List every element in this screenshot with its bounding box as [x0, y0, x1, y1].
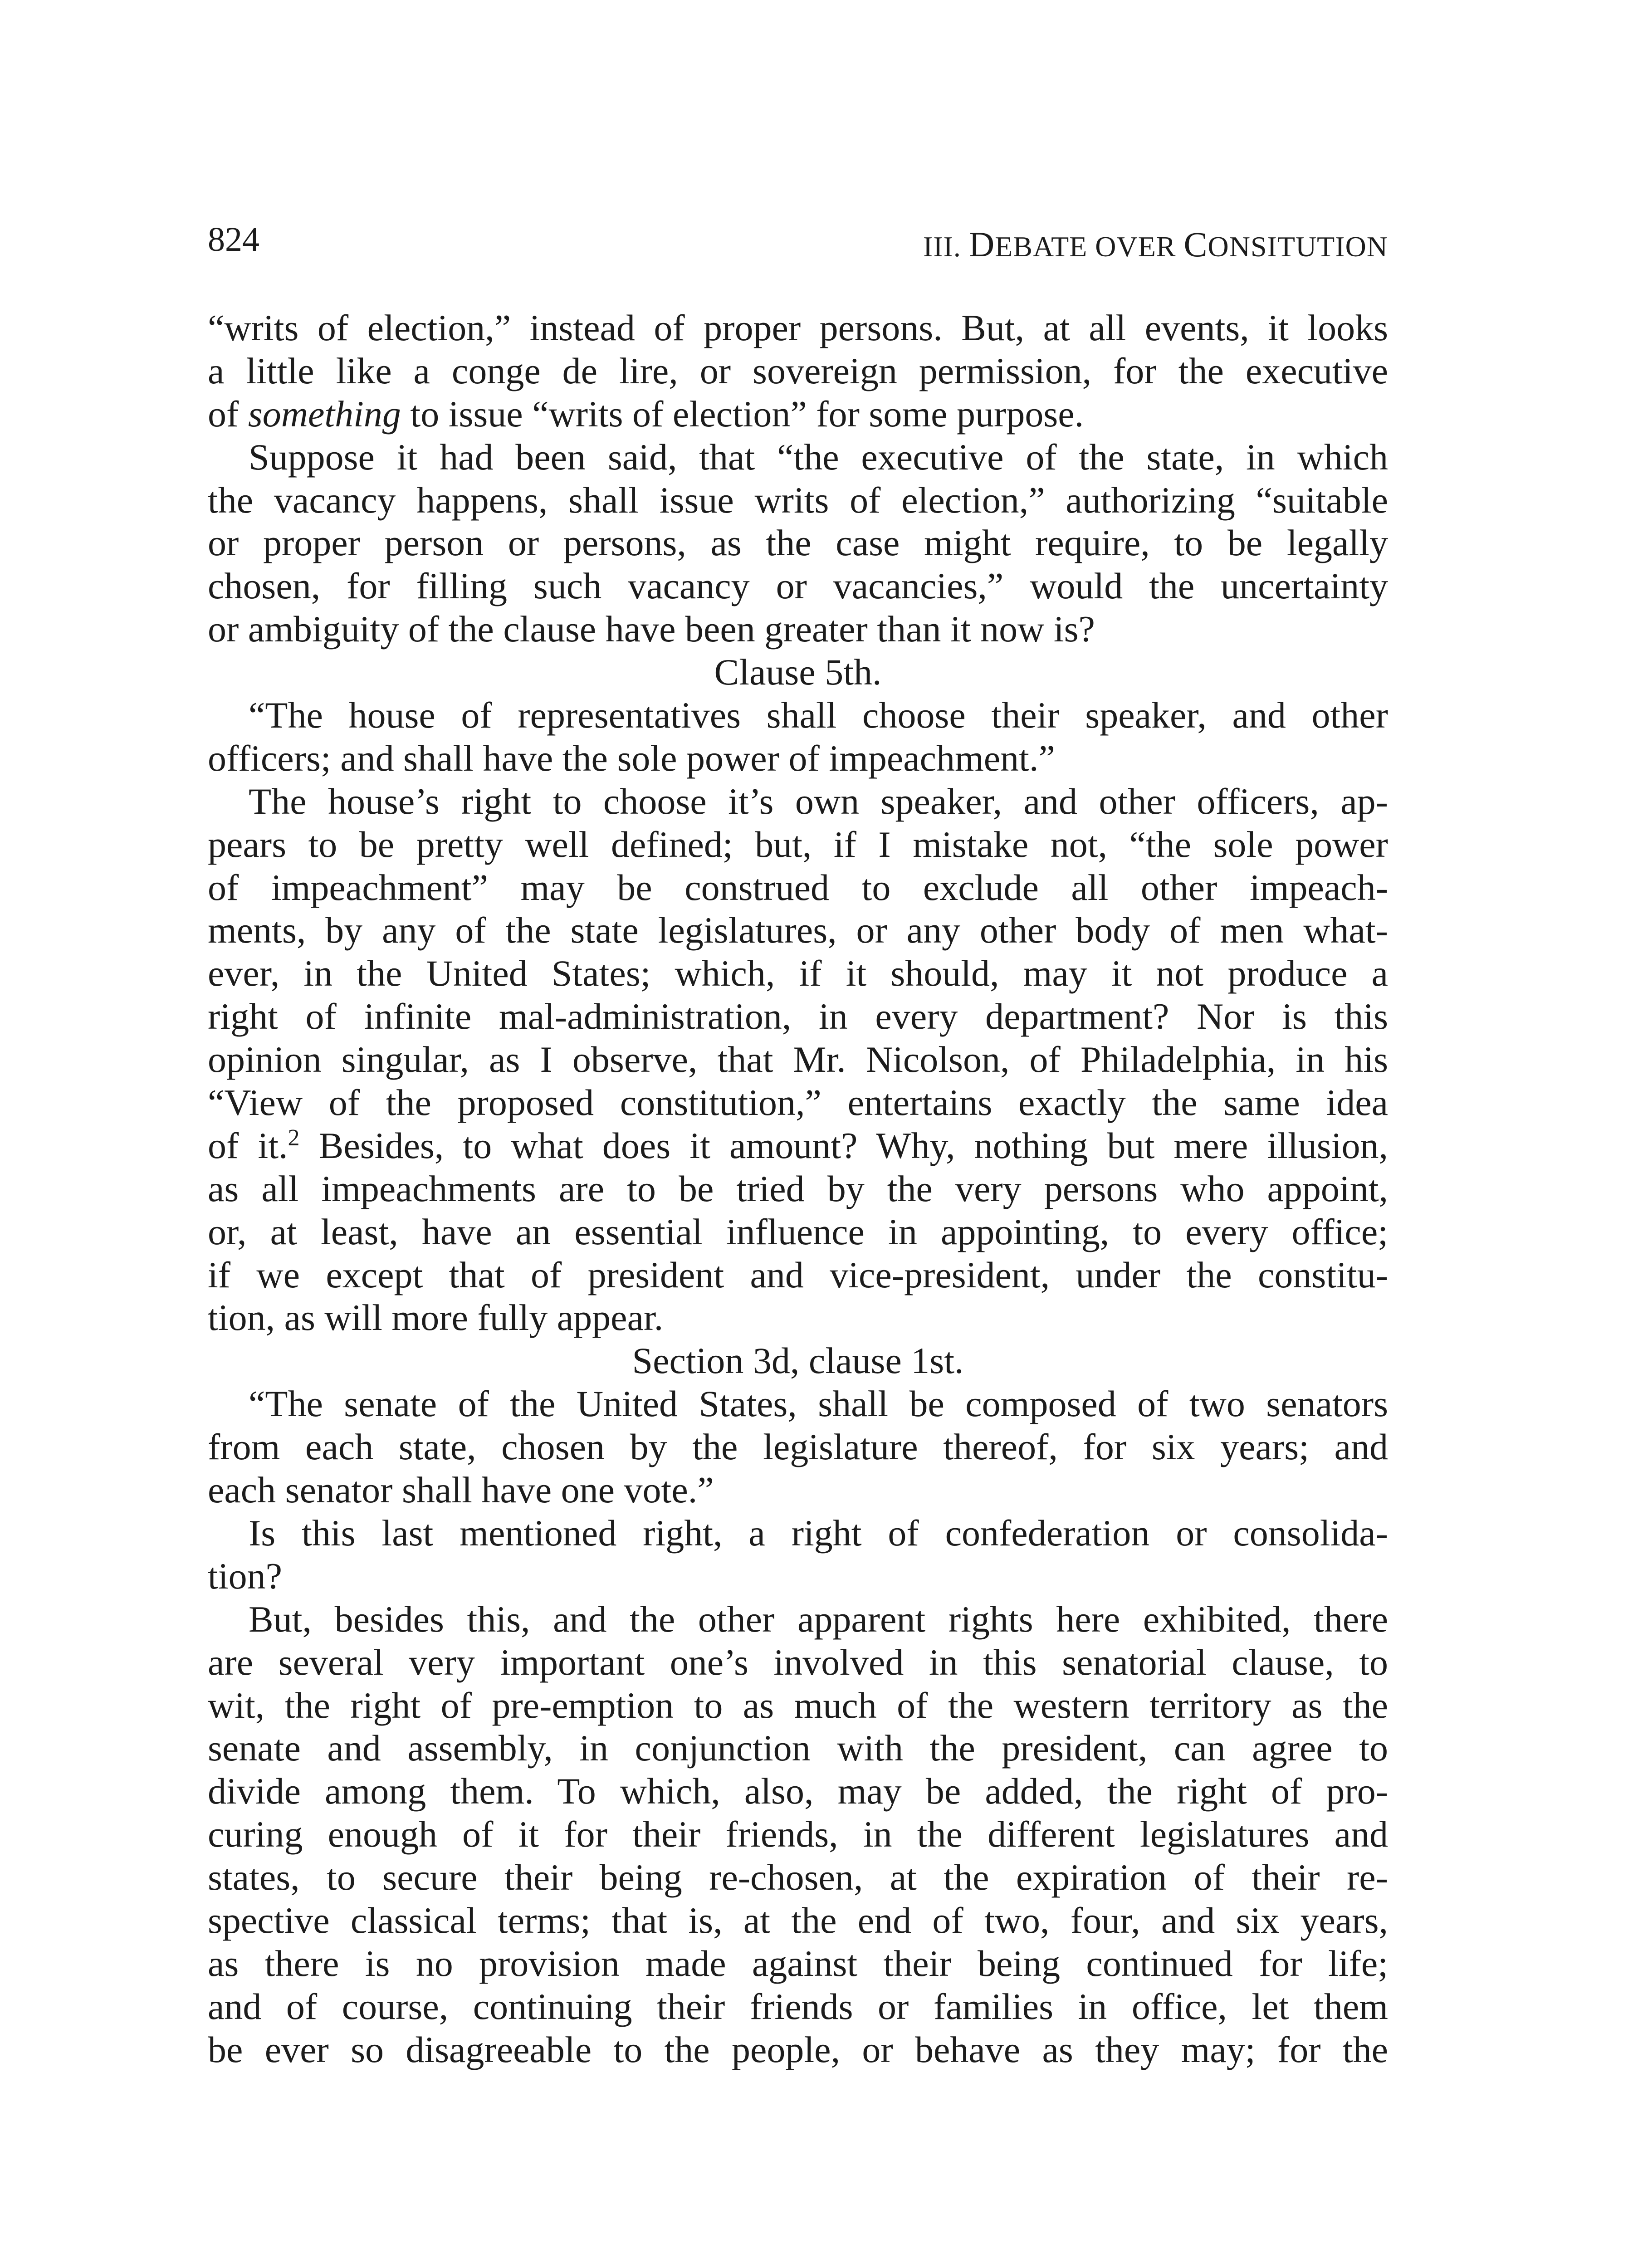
text-line: curing enough of it for their friends, in the different legislatures and: [208, 1813, 1388, 1855]
text-line: as all impeachments are to be tried by the very persons who appoint,: [208, 1168, 1388, 1209]
text-line: chosen, for filling such vacancy or vacancies,” would the uncertainty: [208, 565, 1388, 607]
section-heading-clause-5th: Clause 5th.: [714, 651, 882, 693]
text-line: “The senate of the United States, shall be composed of two senators: [249, 1383, 1388, 1425]
text-line: tion?: [208, 1555, 282, 1597]
page-number: 824: [208, 220, 259, 259]
text-line: “The house of representatives shall choose their speaker, and other: [249, 694, 1388, 736]
body-text: [208, 307, 1388, 2072]
text-line: the vacancy happens, shall issue writs of election,” authorizing “suitable: [208, 479, 1388, 521]
text-line: ments, by any of the state legislatures, or any other body of men what-: [208, 909, 1388, 951]
text-line: of impeachment” may be construed to exclude all other impeach-: [208, 866, 1388, 908]
text-line: senate and assembly, in conjunction with the president, can agree to: [208, 1727, 1388, 1769]
text-line: or, at least, have an essential influence in appointing, to every office;: [208, 1211, 1388, 1252]
text-line: officers; and shall have the sole power of impeachment.”: [208, 737, 1055, 779]
running-head-cap-d: D: [968, 225, 995, 264]
text-run: to issue “writs of election” for some purpose.: [401, 393, 1084, 435]
text-line: or ambiguity of the clause have been greater than it now is?: [208, 608, 1095, 650]
text-line: wit, the right of pre-emption to as much of the western territory as the: [208, 1684, 1388, 1726]
running-head-cap-c: C: [1183, 225, 1208, 264]
text-line: Suppose it had been said, that “the executive of the state, in which: [249, 436, 1388, 478]
text-line: a little like a conge de lire, or sovereign permission, for the executive: [208, 350, 1388, 391]
text-run: of it.: [208, 1124, 288, 1166]
text-line: Is this last mentioned right, a right of confederation or consolida-: [249, 1512, 1388, 1554]
running-head-word-debate-over: EBATE OVER: [995, 230, 1184, 263]
text-line: tion, as will more fully appear.: [208, 1297, 664, 1339]
text-line: or proper person or persons, as the case might require, to be legally: [208, 522, 1388, 564]
text-line: ever, in the United States; which, if it should, may it not produce a: [208, 953, 1388, 994]
text-line: be ever so disagreeable to the people, or behave as they may; for the: [208, 2028, 1388, 2070]
text-line: from each state, chosen by the legislature thereof, for six years; and: [208, 1426, 1388, 1468]
text-line: are several very important one’s involved in this senatorial clause, to: [208, 1641, 1388, 1683]
section-heading-section-3d: Section 3d, clause 1st.: [632, 1340, 964, 1382]
footnote-marker: 2: [288, 1124, 300, 1151]
running-head-roman: III.: [923, 230, 969, 263]
text-line: [208, 1124, 1388, 1168]
text-run: Besides, to what does it amount? Why, nothing but mere illusion,: [299, 1124, 1388, 1166]
text-run: of: [208, 393, 248, 435]
text-line: “View of the proposed constitution,” entertains exactly the same idea: [208, 1082, 1388, 1124]
text-line: divide among them. To which, also, may be added, the right of pro-: [208, 1770, 1388, 1812]
running-head: [923, 227, 1388, 262]
text-line: pears to be pretty well defined; but, if I mistake not, “the sole power: [208, 823, 1388, 865]
text-line: But, besides this, and the other apparent rights here exhibited, there: [249, 1598, 1388, 1640]
text-line: “writs of election,” instead of proper persons. But, at all events, it looks: [208, 307, 1388, 348]
text-line: states, to secure their being re-chosen, at the expiration of their re-: [208, 1857, 1388, 1898]
running-head-word-consitution: ONSITUTION: [1208, 230, 1388, 263]
text-line: [208, 393, 1388, 436]
text-line: spective classical terms; that is, at the end of two, four, and six years,: [208, 1899, 1388, 1941]
emphasis-something: something: [248, 393, 401, 435]
text-line: The house’s right to choose it’s own speaker, and other officers, ap-: [249, 780, 1388, 822]
text-line: as there is no provision made against their being continued for life;: [208, 1942, 1388, 1984]
text-line: and of course, continuing their friends or families in office, let them: [208, 1985, 1388, 2027]
text-line: each senator shall have one vote.”: [208, 1469, 714, 1511]
text-line: if we except that of president and vice-president, under the constitu-: [208, 1254, 1388, 1295]
text-line: opinion singular, as I observe, that Mr. Nicolson, of Philadelphia, in his: [208, 1039, 1388, 1080]
text-line: right of infinite mal-administration, in every department? Nor is this: [208, 996, 1388, 1037]
